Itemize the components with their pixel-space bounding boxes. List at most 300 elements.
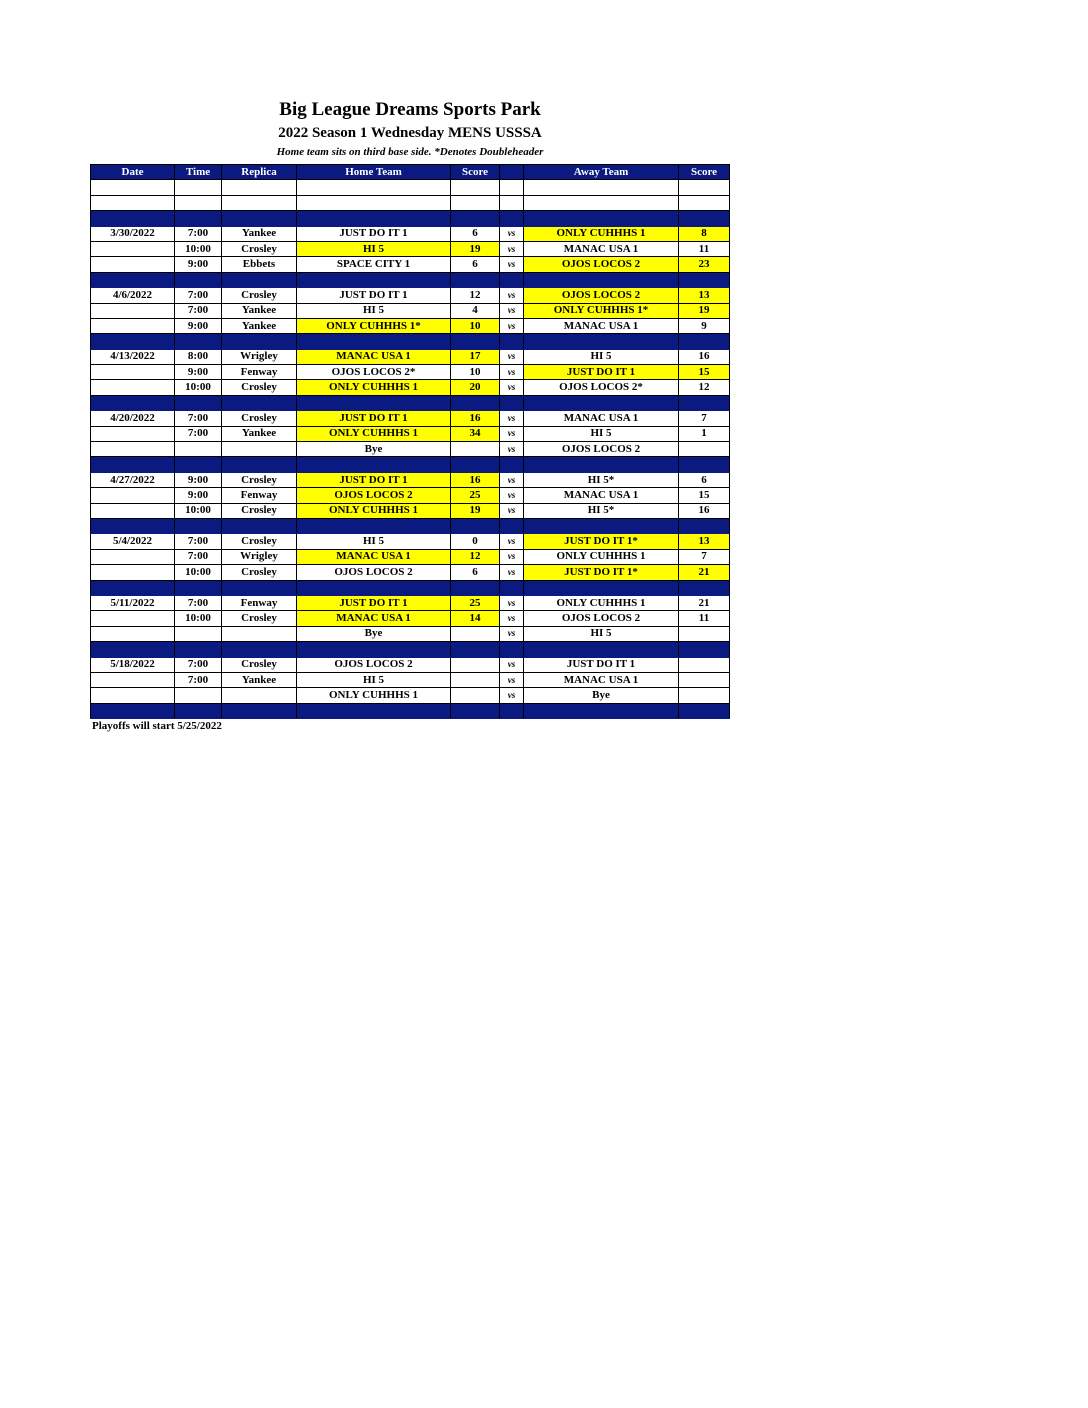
vs-cell: vs — [500, 626, 524, 641]
separator-cell — [297, 272, 451, 287]
vs-cell: vs — [500, 318, 524, 333]
separator-cell — [175, 642, 222, 657]
vs-cell: vs — [500, 365, 524, 380]
home-team-cell: OJOS LOCOS 2* — [297, 365, 451, 380]
home-team-cell: JUST DO IT 1 — [297, 472, 451, 487]
away-score-cell: 15 — [679, 488, 730, 503]
away-score-cell — [679, 195, 730, 210]
away-score-cell: 12 — [679, 380, 730, 395]
away-team-cell: MANAC USA 1 — [524, 318, 679, 333]
home-score-cell — [451, 195, 500, 210]
away-score-cell: 6 — [679, 472, 730, 487]
separator-cell — [500, 395, 524, 410]
game-row — [91, 472, 730, 487]
away-team-cell: MANAC USA 1 — [524, 241, 679, 256]
away-score-cell: 13 — [679, 288, 730, 303]
separator-cell — [297, 580, 451, 595]
home-team-cell: ONLY CUHHHS 1* — [297, 318, 451, 333]
separator-cell — [524, 703, 679, 718]
game-row — [91, 226, 730, 241]
vs-cell: vs — [500, 688, 524, 703]
time-cell: 9:00 — [175, 488, 222, 503]
col-header-time: Time — [175, 165, 222, 180]
game-row — [91, 549, 730, 564]
game-row — [91, 672, 730, 687]
date-cell — [91, 626, 175, 641]
separator-cell — [297, 211, 451, 226]
col-header-away-team: Away Team — [524, 165, 679, 180]
away-team-cell: OJOS LOCOS 2 — [524, 442, 679, 457]
home-team-cell: JUST DO IT 1 — [297, 226, 451, 241]
home-score-cell — [451, 626, 500, 641]
away-score-cell: 11 — [679, 241, 730, 256]
schedule-body — [91, 180, 730, 719]
separator-cell — [500, 642, 524, 657]
week-separator-row — [91, 518, 730, 533]
date-cell — [91, 442, 175, 457]
home-team-cell: JUST DO IT 1 — [297, 595, 451, 610]
date-cell: 4/6/2022 — [91, 288, 175, 303]
separator-cell — [297, 334, 451, 349]
replica-cell — [222, 195, 297, 210]
replica-cell — [222, 442, 297, 457]
away-team-cell: MANAC USA 1 — [524, 672, 679, 687]
away-score-cell — [679, 180, 730, 195]
separator-cell — [524, 395, 679, 410]
replica-cell: Crosley — [222, 657, 297, 672]
away-score-cell — [679, 657, 730, 672]
away-score-cell: 13 — [679, 534, 730, 549]
vs-cell: vs — [500, 672, 524, 687]
time-cell: 7:00 — [175, 672, 222, 687]
week-separator-row — [91, 457, 730, 472]
vs-cell: vs — [500, 241, 524, 256]
separator-cell — [451, 395, 500, 410]
separator-cell — [679, 211, 730, 226]
separator-cell — [175, 703, 222, 718]
away-team-cell: JUST DO IT 1* — [524, 534, 679, 549]
vs-cell: vs — [500, 657, 524, 672]
separator-cell — [222, 580, 297, 595]
schedule-subtitle: 2022 Season 1 Wednesday MENS USSSA — [278, 125, 542, 141]
time-cell — [175, 180, 222, 195]
home-score-cell: 25 — [451, 488, 500, 503]
home-team-cell — [297, 195, 451, 210]
vs-cell: vs — [500, 349, 524, 364]
home-team-cell: ONLY CUHHHS 1 — [297, 426, 451, 441]
away-team-cell: JUST DO IT 1* — [524, 565, 679, 580]
home-team-cell: MANAC USA 1 — [297, 549, 451, 564]
separator-cell — [679, 272, 730, 287]
replica-cell: Wrigley — [222, 549, 297, 564]
game-row — [91, 318, 730, 333]
week-separator-row — [91, 395, 730, 410]
time-cell: 7:00 — [175, 595, 222, 610]
away-team-cell: OJOS LOCOS 2 — [524, 288, 679, 303]
home-team-cell: OJOS LOCOS 2 — [297, 657, 451, 672]
away-score-cell: 21 — [679, 565, 730, 580]
replica-cell: Crosley — [222, 565, 297, 580]
time-cell: 9:00 — [175, 365, 222, 380]
separator-cell — [679, 457, 730, 472]
vs-cell: vs — [500, 565, 524, 580]
col-header-date: Date — [91, 165, 175, 180]
table-header-row — [91, 165, 730, 180]
week-separator-row — [91, 272, 730, 287]
away-score-cell — [679, 626, 730, 641]
game-row — [91, 657, 730, 672]
separator-cell — [451, 703, 500, 718]
separator-cell — [91, 211, 175, 226]
separator-cell — [679, 703, 730, 718]
date-cell: 4/20/2022 — [91, 411, 175, 426]
separator-cell — [524, 211, 679, 226]
home-score-cell: 20 — [451, 380, 500, 395]
game-row — [91, 488, 730, 503]
separator-cell — [524, 642, 679, 657]
date-cell — [91, 180, 175, 195]
vs-cell: vs — [500, 472, 524, 487]
time-cell: 10:00 — [175, 380, 222, 395]
replica-cell: Crosley — [222, 503, 297, 518]
away-team-cell: HI 5 — [524, 426, 679, 441]
replica-cell: Fenway — [222, 365, 297, 380]
separator-cell — [175, 272, 222, 287]
replica-cell: Crosley — [222, 241, 297, 256]
time-cell: 7:00 — [175, 303, 222, 318]
home-team-cell: ONLY CUHHHS 1 — [297, 380, 451, 395]
date-cell: 5/4/2022 — [91, 534, 175, 549]
home-score-cell: 14 — [451, 611, 500, 626]
replica-cell: Crosley — [222, 611, 297, 626]
time-cell: 10:00 — [175, 503, 222, 518]
separator-cell — [500, 703, 524, 718]
away-team-cell: MANAC USA 1 — [524, 488, 679, 503]
replica-cell: Crosley — [222, 411, 297, 426]
page-title: Big League Dreams Sports Park — [279, 99, 541, 120]
date-cell — [91, 426, 175, 441]
time-cell: 7:00 — [175, 549, 222, 564]
home-team-cell: HI 5 — [297, 534, 451, 549]
game-row — [91, 257, 730, 272]
separator-cell — [222, 272, 297, 287]
home-team-cell: OJOS LOCOS 2 — [297, 488, 451, 503]
vs-cell: vs — [500, 549, 524, 564]
home-team-cell: HI 5 — [297, 241, 451, 256]
vs-cell: vs — [500, 226, 524, 241]
separator-cell — [451, 457, 500, 472]
game-row — [91, 411, 730, 426]
home-team-cell: JUST DO IT 1 — [297, 411, 451, 426]
time-cell: 7:00 — [175, 657, 222, 672]
vs-cell: vs — [500, 534, 524, 549]
replica-cell: Yankee — [222, 672, 297, 687]
separator-cell — [679, 518, 730, 533]
game-row — [91, 380, 730, 395]
game-row — [91, 241, 730, 256]
time-cell — [175, 195, 222, 210]
separator-cell — [91, 395, 175, 410]
away-team-cell: ONLY CUHHHS 1 — [524, 595, 679, 610]
away-team-cell: ONLY CUHHHS 1 — [524, 549, 679, 564]
separator-cell — [91, 703, 175, 718]
away-score-cell: 8 — [679, 226, 730, 241]
home-team-cell — [297, 180, 451, 195]
separator-cell — [500, 580, 524, 595]
date-cell: 3/30/2022 — [91, 226, 175, 241]
game-row — [91, 595, 730, 610]
home-score-cell: 16 — [451, 472, 500, 487]
home-score-cell: 6 — [451, 565, 500, 580]
date-cell — [91, 195, 175, 210]
time-cell: 10:00 — [175, 611, 222, 626]
vs-cell: vs — [500, 288, 524, 303]
vs-cell: vs — [500, 411, 524, 426]
time-cell — [175, 688, 222, 703]
date-cell: 5/11/2022 — [91, 595, 175, 610]
playoffs-note: Playoffs will start 5/25/2022 — [92, 720, 222, 732]
replica-cell: Crosley — [222, 534, 297, 549]
separator-cell — [222, 395, 297, 410]
game-row — [91, 626, 730, 641]
away-score-cell: 21 — [679, 595, 730, 610]
separator-cell — [451, 642, 500, 657]
away-team-cell: OJOS LOCOS 2 — [524, 257, 679, 272]
away-score-cell: 19 — [679, 303, 730, 318]
week-separator-row — [91, 642, 730, 657]
separator-cell — [91, 580, 175, 595]
vs-cell: vs — [500, 595, 524, 610]
replica-cell: Yankee — [222, 426, 297, 441]
time-cell — [175, 442, 222, 457]
away-team-cell: ONLY CUHHHS 1* — [524, 303, 679, 318]
separator-cell — [175, 518, 222, 533]
date-cell — [91, 241, 175, 256]
separator-cell — [222, 518, 297, 533]
date-cell: 4/13/2022 — [91, 349, 175, 364]
separator-cell — [524, 272, 679, 287]
replica-cell: Crosley — [222, 472, 297, 487]
away-team-cell: JUST DO IT 1 — [524, 365, 679, 380]
home-team-cell: MANAC USA 1 — [297, 349, 451, 364]
away-team-cell: JUST DO IT 1 — [524, 657, 679, 672]
home-score-cell: 25 — [451, 595, 500, 610]
home-team-cell: Bye — [297, 442, 451, 457]
date-cell — [91, 257, 175, 272]
away-team-cell: HI 5* — [524, 503, 679, 518]
date-cell — [91, 365, 175, 380]
away-score-cell: 16 — [679, 503, 730, 518]
away-team-cell: OJOS LOCOS 2 — [524, 611, 679, 626]
away-score-cell: 11 — [679, 611, 730, 626]
vs-cell: vs — [500, 611, 524, 626]
time-cell: 7:00 — [175, 288, 222, 303]
col-header-home-score: Score — [451, 165, 500, 180]
vs-cell: vs — [500, 426, 524, 441]
separator-cell — [451, 518, 500, 533]
game-row — [91, 426, 730, 441]
replica-cell: Yankee — [222, 226, 297, 241]
separator-cell — [451, 580, 500, 595]
away-team-cell — [524, 180, 679, 195]
game-row — [91, 442, 730, 457]
date-cell — [91, 303, 175, 318]
separator-cell — [500, 211, 524, 226]
vs-cell: vs — [500, 442, 524, 457]
home-score-cell — [451, 442, 500, 457]
home-score-cell: 10 — [451, 318, 500, 333]
replica-cell: Yankee — [222, 303, 297, 318]
replica-cell — [222, 626, 297, 641]
home-team-cell: JUST DO IT 1 — [297, 288, 451, 303]
separator-cell — [91, 272, 175, 287]
separator-cell — [679, 334, 730, 349]
separator-cell — [91, 642, 175, 657]
away-team-cell: OJOS LOCOS 2* — [524, 380, 679, 395]
schedule-table — [90, 164, 730, 719]
time-cell: 9:00 — [175, 318, 222, 333]
away-score-cell: 9 — [679, 318, 730, 333]
vs-cell — [500, 195, 524, 210]
vs-cell: vs — [500, 488, 524, 503]
home-score-cell: 12 — [451, 549, 500, 564]
game-row — [91, 365, 730, 380]
home-team-cell: ONLY CUHHHS 1 — [297, 688, 451, 703]
home-score-cell: 19 — [451, 241, 500, 256]
game-row — [91, 195, 730, 210]
replica-cell — [222, 180, 297, 195]
date-cell — [91, 380, 175, 395]
home-team-cell: ONLY CUHHHS 1 — [297, 503, 451, 518]
separator-cell — [222, 211, 297, 226]
home-team-cell: HI 5 — [297, 303, 451, 318]
home-score-cell — [451, 657, 500, 672]
vs-cell: vs — [500, 503, 524, 518]
home-score-cell: 19 — [451, 503, 500, 518]
home-score-cell: 0 — [451, 534, 500, 549]
separator-cell — [451, 211, 500, 226]
replica-cell: Fenway — [222, 595, 297, 610]
date-cell — [91, 318, 175, 333]
replica-cell — [222, 688, 297, 703]
away-team-cell: HI 5 — [524, 626, 679, 641]
home-score-cell: 12 — [451, 288, 500, 303]
separator-cell — [500, 518, 524, 533]
time-cell: 10:00 — [175, 241, 222, 256]
date-cell — [91, 488, 175, 503]
col-header-home-team: Home Team — [297, 165, 451, 180]
time-cell: 9:00 — [175, 257, 222, 272]
vs-cell: vs — [500, 303, 524, 318]
col-header-vs — [500, 165, 524, 180]
separator-cell — [297, 518, 451, 533]
game-row — [91, 303, 730, 318]
separator-cell — [500, 272, 524, 287]
home-team-cell: OJOS LOCOS 2 — [297, 565, 451, 580]
date-cell — [91, 565, 175, 580]
separator-cell — [500, 334, 524, 349]
week-separator-row — [91, 703, 730, 718]
home-team-cell: Bye — [297, 626, 451, 641]
separator-cell — [451, 272, 500, 287]
vs-cell — [500, 180, 524, 195]
away-team-cell: HI 5 — [524, 349, 679, 364]
separator-cell — [679, 580, 730, 595]
replica-cell: Ebbets — [222, 257, 297, 272]
separator-cell — [175, 457, 222, 472]
date-cell — [91, 688, 175, 703]
date-cell — [91, 549, 175, 564]
separator-cell — [222, 703, 297, 718]
time-cell — [175, 626, 222, 641]
away-score-cell — [679, 442, 730, 457]
away-team-cell — [524, 195, 679, 210]
away-team-cell: HI 5* — [524, 472, 679, 487]
home-score-cell: 17 — [451, 349, 500, 364]
game-row — [91, 565, 730, 580]
separator-cell — [222, 642, 297, 657]
game-row — [91, 503, 730, 518]
separator-cell — [91, 334, 175, 349]
home-score-cell — [451, 180, 500, 195]
time-cell: 7:00 — [175, 534, 222, 549]
home-score-cell: 34 — [451, 426, 500, 441]
separator-cell — [679, 642, 730, 657]
schedule-note: Home team sits on third base side. *Denotes Doubleheader — [276, 146, 544, 158]
away-team-cell: Bye — [524, 688, 679, 703]
date-cell: 5/18/2022 — [91, 657, 175, 672]
separator-cell — [524, 580, 679, 595]
replica-cell: Yankee — [222, 318, 297, 333]
vs-cell: vs — [500, 257, 524, 272]
separator-cell — [500, 457, 524, 472]
away-team-cell: MANAC USA 1 — [524, 411, 679, 426]
home-score-cell: 6 — [451, 257, 500, 272]
away-score-cell: 1 — [679, 426, 730, 441]
game-row — [91, 349, 730, 364]
home-team-cell: HI 5 — [297, 672, 451, 687]
away-score-cell: 23 — [679, 257, 730, 272]
away-score-cell: 16 — [679, 349, 730, 364]
home-score-cell — [451, 688, 500, 703]
date-cell: 4/27/2022 — [91, 472, 175, 487]
away-score-cell: 7 — [679, 411, 730, 426]
time-cell: 10:00 — [175, 565, 222, 580]
time-cell: 7:00 — [175, 411, 222, 426]
replica-cell: Fenway — [222, 488, 297, 503]
col-header-away-score: Score — [679, 165, 730, 180]
separator-cell — [524, 334, 679, 349]
home-team-cell: SPACE CITY 1 — [297, 257, 451, 272]
date-cell — [91, 672, 175, 687]
home-score-cell: 4 — [451, 303, 500, 318]
home-team-cell: MANAC USA 1 — [297, 611, 451, 626]
separator-cell — [297, 703, 451, 718]
separator-cell — [175, 395, 222, 410]
away-score-cell: 15 — [679, 365, 730, 380]
separator-cell — [175, 580, 222, 595]
home-score-cell: 16 — [451, 411, 500, 426]
away-score-cell: 7 — [679, 549, 730, 564]
home-score-cell: 6 — [451, 226, 500, 241]
separator-cell — [524, 518, 679, 533]
separator-cell — [222, 457, 297, 472]
game-row — [91, 611, 730, 626]
separator-cell — [297, 395, 451, 410]
game-row — [91, 534, 730, 549]
replica-cell: Crosley — [222, 380, 297, 395]
vs-cell: vs — [500, 380, 524, 395]
